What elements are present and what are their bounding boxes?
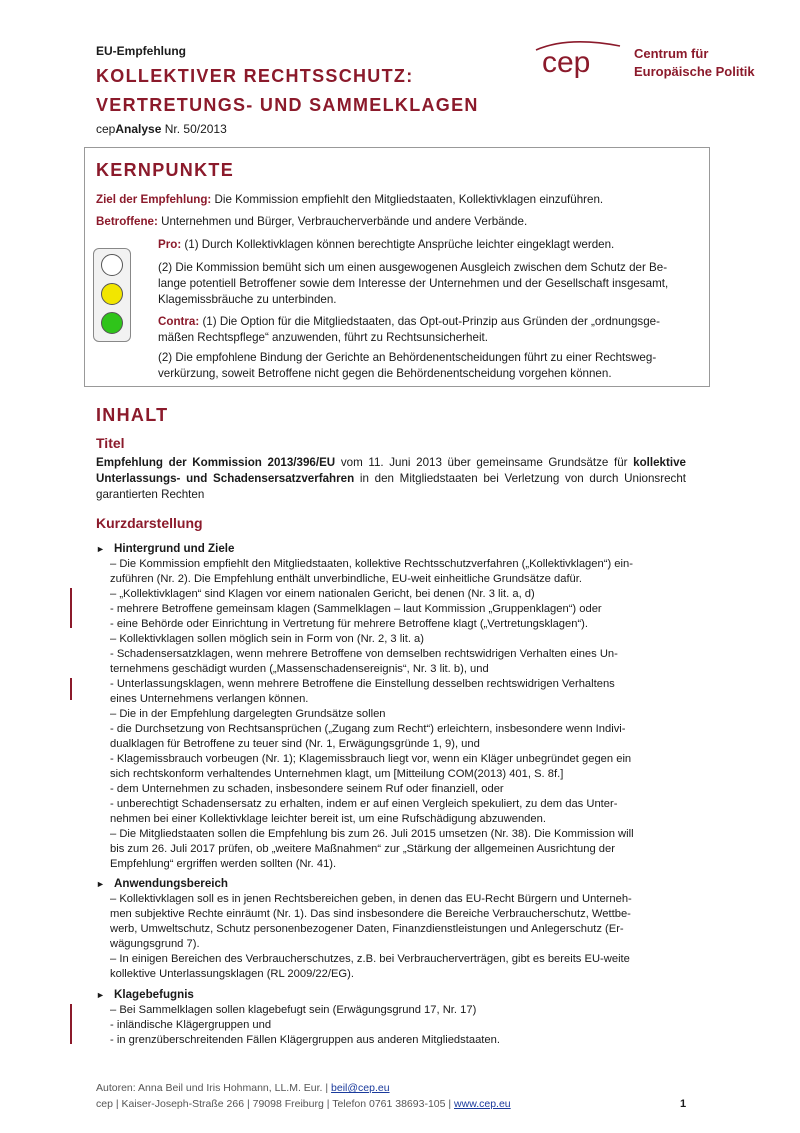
- section-line: dualklagen für Betroffene zu teuer sind (Nr. 1, Erwägungsgründe 1, 9), und: [110, 738, 480, 750]
- titel-heading: Titel: [96, 435, 125, 451]
- change-marker: [70, 588, 72, 628]
- pro1-text: (1) Durch Kollektivklagen können berechtigte Ansprüche leichter eingeklagt werden.: [181, 238, 615, 251]
- section-line: – In einigen Bereichen des Verbraucherschutzes, z.B. bei Verbraucherverträgen, gibt es bereits EU-weite: [110, 953, 630, 965]
- analyse-suffix: Nr. 50/2013: [161, 122, 227, 136]
- section-line: – Die Mitgliedstaaten sollen die Empfehlung bis zum 26. Juli 2015 umsetzen (Nr. 38). Die Kommission will: [110, 828, 634, 840]
- analyse-prefix: cep: [96, 122, 116, 136]
- section-line: – Bei Sammelklagen sollen klagebefugt sein (Erwägungsgrund 17, Nr. 17): [110, 1004, 477, 1016]
- contra2-line: verkürzung, soweit Betroffene nicht gegen die Behördenentscheidung vorgehen können.: [158, 367, 612, 380]
- section-line: ternehmens geschädigt wurden („Massenschadensereignis“, Nr. 3 lit. b), und: [110, 663, 489, 675]
- inhalt-title: INHALT: [96, 405, 169, 425]
- section-line: - Schadensersatzklagen, wenn mehrere Betroffene von demselben rechtswidrigen Verhalten eines Un-: [110, 648, 618, 660]
- titel-text: [96, 455, 686, 503]
- traffic-light-white: [101, 254, 123, 276]
- triangle-bullet-icon: ►: [96, 879, 105, 889]
- analyse-number: [96, 122, 227, 136]
- logo-text: cep: [542, 46, 591, 79]
- section-line: nehmen bei einer Kollektivklage leichter bereit ist, um eine Rufschädigung abzuwenden.: [110, 813, 546, 825]
- footer-website-link[interactable]: www.cep.eu: [454, 1098, 511, 1110]
- kernpunkte-betroffene: [96, 214, 527, 230]
- footer-email-link[interactable]: beil@cep.eu: [331, 1082, 390, 1094]
- section-line: - mehrere Betroffene gemeinsam klagen (Sammelklagen – laut Kommission „Gruppenklagen“) oder: [110, 603, 602, 615]
- section-line: - die Durchsetzung von Rechtsansprüchen („Zugang zum Recht“) erleichtern, insbesondere wenn Indivi-: [110, 723, 626, 735]
- document-title-line2: VERTRETUNGS- UND SAMMELKLAGEN: [96, 95, 479, 115]
- section-line: – Kollektivklagen sollen möglich sein in Form von (Nr. 2, 3 lit. a): [110, 633, 425, 645]
- section-line: men subjektive Rechte einräumt (Nr. 1). Das sind insbesondere die Bereiche Verbraucherschutz, Wettbe-: [110, 908, 631, 920]
- section-line: - unberechtigt Schadensersatz zu erhalten, indem er auf einen Vergleich spekuliert, zu dem das Unter-: [110, 798, 618, 810]
- titel-bold1: Empfehlung der Kommission 2013/396/EU: [96, 456, 336, 469]
- section-line: Empfehlung“ ergriffen werden sollten (Nr. 41).: [110, 858, 337, 870]
- pro2-line: lange potentiell Betroffener sowie dem Interesse der Unternehmen und der Gesellschaft insgesamt,: [158, 277, 669, 290]
- triangle-bullet-icon: ►: [96, 990, 105, 1000]
- pro-label: Pro:: [158, 238, 182, 251]
- section-line: eines Unternehmens verlangen können.: [110, 693, 309, 705]
- section-line: bis zum 26. Juli 2017 prüfen, ob „weitere Maßnahmen“ zur „Stärkung der allgemeinen Ausrichtung der: [110, 843, 615, 855]
- document-title-line1: KOLLEKTIVER RECHTSSCHUTZ:: [96, 66, 414, 86]
- contra1-line: mäßen Rechtspflege“ anzuwenden, führt zu Rechtsunsicherheit.: [158, 331, 488, 344]
- pro2-line: (2) Die Kommission bemüht sich um einen ausgewogenen Ausgleich zwischen dem Schutz der Be-: [158, 261, 668, 274]
- kernpunkte-title: KERNPUNKTE: [96, 160, 235, 180]
- kurzdarstellung-heading: Kurzdarstellung: [96, 515, 203, 531]
- section-line: kollektive Unterlassungsklagen (RL 2009/22/EG).: [110, 968, 354, 980]
- section-line: - Klagemissbrauch vorbeugen (Nr. 1); Klagemissbrauch liegt vor, wenn ein Kläger unbegründet gegen ein: [110, 753, 632, 765]
- betroffene-label: Betroffene:: [96, 215, 158, 228]
- section-line: zuführen (Nr. 2). Die Empfehlung enthält unverbindliche, EU-weit einheitliche Grundsätze dafür.: [110, 573, 582, 585]
- section-line: - Unterlassungsklagen, wenn mehrere Betroffene die Einstellung desselben rechtswidrigen Verhaltens: [110, 678, 615, 690]
- analyse-bold: Analyse: [115, 122, 162, 136]
- kernpunkte-contra1: [158, 314, 660, 346]
- betroffene-text: Unternehmen und Bürger, Verbraucherverbände und andere Verbände.: [157, 215, 528, 228]
- section-title-text: Klagebefugnis: [114, 988, 194, 1001]
- traffic-light-icon: [93, 248, 131, 342]
- change-marker: [70, 678, 72, 700]
- section-line: werb, Umweltschutz, Schutz personenbezogener Daten, Finanzdienstleistungen und Anlegerschutz (Er-: [110, 923, 624, 935]
- footer-address: [96, 1098, 511, 1110]
- section-line: sich rechtskonform verhaltendes Unternehmen klagt, um [Mitteilung COM(2013) 401, S. 8f.]: [110, 768, 564, 780]
- section-title: [96, 877, 228, 890]
- contra2-line: (2) Die empfohlene Bindung der Gerichte an Behördenentscheidungen führt zu einer Rechtsweg-: [158, 351, 657, 364]
- titel-bold2: kollektive Unterlassungs- und Schadensersatzverfahren: [96, 456, 686, 485]
- section-line: – „Kollektivklagen“ sind Klagen vor einem nationalen Gericht, bei denen (Nr. 3 lit. a, d): [110, 588, 535, 600]
- traffic-light-green: [101, 312, 123, 334]
- logo-name-line2: Europäische Politik: [634, 64, 755, 79]
- section-line: – Die Kommission empfiehlt den Mitgliedstaaten, kollektive Rechtsschutzverfahren („Kollektivklagen“) ein-: [110, 558, 633, 570]
- kernpunkte-pro1: [158, 237, 614, 253]
- section-title-text: Hintergrund und Ziele: [114, 542, 235, 555]
- section-title: [96, 542, 234, 555]
- section-line: - inländische Klägergruppen und: [110, 1019, 272, 1031]
- section-line: wägungsgrund 7).: [110, 938, 200, 950]
- pro2-line: Klagemissbräuche zu unterbinden.: [158, 293, 337, 306]
- contra-label: Contra:: [158, 315, 200, 328]
- contra1-text: (1) Die Option für die Mitgliedstaaten, das Opt-out-Prinzip aus Gründen der „ordnungsge-: [199, 315, 660, 328]
- footer-address-text: cep | Kaiser-Joseph-Straße 266 | 79098 Freiburg | Telefon 0761 38693-105 |: [96, 1098, 455, 1110]
- document-kicker: EU-Empfehlung: [96, 44, 186, 58]
- kernpunkte-contra2: [158, 350, 656, 382]
- ziel-text: Die Kommission empfiehlt den Mitgliedstaaten, Kollektivklagen einzuführen.: [211, 193, 604, 206]
- section-title: [96, 988, 194, 1001]
- traffic-light-yellow: [101, 283, 123, 305]
- titel-text1: vom 11. Juni 2013 über gemeinsame Grundsätze für: [335, 456, 634, 469]
- footer-authors: [96, 1082, 390, 1094]
- logo-name-line1: Centrum für: [634, 46, 709, 61]
- section-line: - in grenzüberschreitenden Fällen Klägergruppen aus anderen Mitgliedstaaten.: [110, 1034, 500, 1046]
- cep-logo: [528, 34, 628, 84]
- section-line: - eine Behörde oder Einrichtung in Vertretung für mehrere Betroffene klagt („Vertretungsklagen“).: [110, 618, 589, 630]
- kernpunkte-pro2: [158, 260, 668, 308]
- section-title-text: Anwendungsbereich: [114, 877, 229, 890]
- section-line: - dem Unternehmen zu schaden, insbesondere seinem Ruf oder finanziell, oder: [110, 783, 504, 795]
- page-number: 1: [680, 1098, 687, 1110]
- section-line: – Die in der Empfehlung dargelegten Grundsätze sollen: [110, 708, 386, 720]
- ziel-label: Ziel der Empfehlung:: [96, 193, 212, 206]
- triangle-bullet-icon: ►: [96, 544, 105, 554]
- change-marker: [70, 1004, 72, 1044]
- kernpunkte-ziel: [96, 192, 603, 208]
- footer-authors-text: Autoren: Anna Beil und Iris Hohmann, LL.M. Eur. |: [96, 1082, 332, 1094]
- titel-text2: in den Mitgliedstaaten bei Verletzung von durch Unionsrecht garantierten Rechten: [96, 472, 686, 501]
- section-line: – Kollektivklagen soll es in jenen Rechtsbereichen geben, in denen das EU-Recht Bürgern und Unterneh-: [110, 893, 632, 905]
